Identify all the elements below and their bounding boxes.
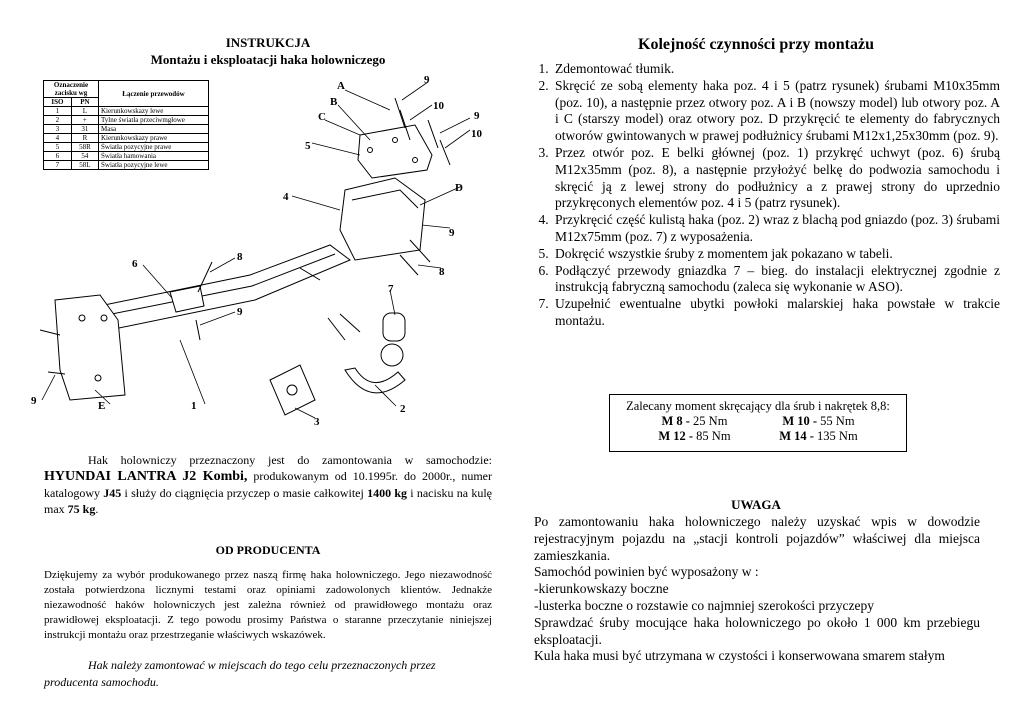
label-B: B <box>330 96 338 108</box>
pn-cell: L <box>71 107 98 116</box>
producer-heading: OD PRODUCENTA <box>215 543 321 557</box>
pn-cell: 58R <box>71 143 98 152</box>
iso-cell: 1 <box>44 107 72 116</box>
label-2: 2 <box>400 403 406 415</box>
desc-cell: Kierunkowskazy prawe <box>99 134 209 143</box>
trailer-mass: 1400 kg <box>367 486 408 500</box>
list-item: 7. Uzupełnić ewentualne ubytki powłoki malarskiej haka powstałe w trakcie montażu. <box>552 296 1000 330</box>
right-bracket-drawing <box>340 178 425 260</box>
torque-m14-label: M 14 - <box>779 429 814 443</box>
uwaga-heading: UWAGA <box>731 497 781 512</box>
label-A: A <box>337 80 345 92</box>
iso-cell: 2 <box>44 116 72 125</box>
intro-text-2: produkowanym od 10.1995r. do 2000r., numer katalogowy <box>44 469 492 500</box>
pn-cell: 54 <box>71 152 98 161</box>
list-item: 2. Skręcić ze sobą elementy haka poz. 4 i 5 (patrz rysunek) śrubami M10x35mm (poz. 10), a następnie przez otwory poz. A i B (nowszy model) lub otwory poz. A i C (starszy model) oraz otwory poz. D przykręcić te elementy do fabrycznych otworów gwintowanych w prawej podłużnicy śrubami M12x1,25x30mm (poz. 9). <box>552 78 1000 145</box>
towbar-exploded-diagram <box>20 70 490 440</box>
label-1: 1 <box>191 400 197 412</box>
label-8a: 8 <box>237 251 243 263</box>
uwaga-line: Kula haka musi być utrzymana w czystości i konserwowana smarem stałym <box>534 648 945 664</box>
label-C: C <box>318 111 326 123</box>
torque-m8 <box>661 414 727 429</box>
torque-m10-value: 55 Nm <box>817 414 855 428</box>
desc-cell: Masa <box>99 125 209 134</box>
torque-m8-value: 25 Nm <box>689 414 728 428</box>
desc-cell: Tylne światła przeciwmgłowe <box>99 116 209 125</box>
socket-plate-drawing <box>270 365 315 415</box>
list-item: 3. Przez otwór poz. E belki głównej (poz. 1) przykręć uchwyt (poz. 6) śrubą M12x35mm (poz. 8), a następnie przyłożyć belkę do podwozia samochodu i skręcić ją z lewej strony do podłużnicy a z prawej strony do uprzednio przykręconych elementów poz. 4 i 5 (patrz rysunek). <box>552 145 1000 212</box>
title-line-2: Montażu i eksploatacji haka holowniczego <box>150 52 386 67</box>
torque-title: Zalecany moment skręcający dla śrub i nakrętek 8,8: <box>626 399 890 413</box>
label-9d: 9 <box>237 306 243 318</box>
torque-m12-value: 85 Nm <box>693 429 731 443</box>
steps-title: Kolejność czynności przy montażu <box>638 36 874 53</box>
uwaga-line: Po zamontowaniu haka holowniczego należy uzyskać wpis w dowodzie rejestracyjnym pojazdu na „stacji kontroli pojazdów” właściwej dla miejsca zamieszkania. <box>534 514 980 563</box>
label-9b: 9 <box>474 110 480 122</box>
iso-cell: 4 <box>44 134 72 143</box>
torque-m12 <box>658 429 730 444</box>
ball-load: 75 kg <box>67 502 96 516</box>
iso-cell: 3 <box>44 125 72 134</box>
wire-table-iso-header: ISO <box>44 98 72 107</box>
torque-box <box>609 394 907 452</box>
iso-cell: 6 <box>44 152 72 161</box>
label-10a: 10 <box>433 100 444 112</box>
label-4: 4 <box>283 191 289 203</box>
steps-list <box>532 61 1000 330</box>
desc-cell: Światła pozycyjne lewe <box>99 161 209 170</box>
pn-cell: 31 <box>71 125 98 134</box>
uwaga-line: -kierunkowskazy boczne <box>534 581 669 597</box>
hook-neck-drawing <box>345 368 405 393</box>
label-7: 7 <box>388 283 394 295</box>
plate-5-drawing <box>358 125 432 178</box>
label-D: D <box>455 182 463 194</box>
label-9e: 9 <box>31 395 37 407</box>
title-line-1: INSTRUKCJA <box>225 35 311 50</box>
pn-cell: R <box>71 134 98 143</box>
iso-cell: 5 <box>44 143 72 152</box>
torque-m10-label: M 10 - <box>782 414 818 428</box>
label-8b: 8 <box>439 266 445 278</box>
torque-m12-label: M 12 - <box>658 429 694 443</box>
desc-cell: Światła pozycyjne prawe <box>99 143 209 152</box>
intro-text-3: i służy do ciągnięcia przyczep o masie całkowitej <box>121 486 368 500</box>
desc-cell: Światła hamowania <box>99 152 209 161</box>
catalog-number: J45 <box>103 486 122 500</box>
torque-m10 <box>782 414 854 429</box>
list-item: 5. Dokręcić wszystkie śruby z momentem jak pokazano w tabeli. <box>552 246 1000 263</box>
main-beam-drawing <box>80 245 350 335</box>
torque-row <box>610 429 906 444</box>
uwaga-text <box>534 514 980 665</box>
torque-m14 <box>779 429 857 444</box>
label-E: E <box>98 400 106 412</box>
uwaga-line: -lusterka boczne o rozstawie co najmniej szerokości przyczepy <box>534 597 874 613</box>
desc-cell: Kierunkowskazy lewe <box>99 107 209 116</box>
hook-ball-drawing <box>381 344 403 366</box>
label-5: 5 <box>305 140 311 152</box>
intro-paragraph <box>44 452 492 517</box>
torque-m8-label: M 8 - <box>661 414 690 428</box>
torque-row <box>610 414 906 429</box>
iso-cell: 7 <box>44 161 72 170</box>
socket-drawing <box>383 313 405 341</box>
wire-table-group-header: Oznaczenie zacisku wg <box>44 81 99 98</box>
label-3: 3 <box>314 416 320 428</box>
italic-note <box>44 657 492 691</box>
torque-m14-value: 135 Nm <box>813 429 858 443</box>
label-6: 6 <box>132 258 138 270</box>
intro-text-4: i nacisku na kulę max <box>44 486 492 516</box>
vehicle-model: HYUNDAI LANTRA J2 Kombi, <box>44 469 248 484</box>
pn-cell: 58L <box>71 161 98 170</box>
list-item: 1. Zdemontować tłumik. <box>552 61 1000 78</box>
uwaga-line: Sprawdzać śruby mocujące haka holowniczego po około 1 000 km przebiegu eksploatacji. <box>534 614 980 647</box>
label-10b: 10 <box>471 128 482 140</box>
wire-table-pn-header: PN <box>71 98 98 107</box>
label-9c: 9 <box>449 227 455 239</box>
producer-text: Dziękujemy za wybór produkowanego przez naszą firmę haka holowniczego. Jego niezawodność została potwierdzona licznymi testami oraz opiniami zadowolonych klientów. Jednakże niezawodność haków holowniczych jest zależna również od prawidłowego montażu oraz prawidłowej eksploatacji. Z tego powodu prosimy Państwa o staranne przeczytanie niniejszej instrukcji montażu oraz przestrzeganie właściwych wskazówek. <box>44 569 492 641</box>
label-9a: 9 <box>424 74 430 86</box>
intro-text-5: . <box>95 502 99 516</box>
wire-table-desc-header: Łączenie przewodów <box>99 81 209 107</box>
intro-text-1: Hak holowniczy przeznaczony jest do zamontowania w samochodzie: <box>88 453 492 467</box>
list-item: 4. Przykręcić część kulistą haka (poz. 2) wraz z blachą pod gniazdo (poz. 3) śrubami M12x75mm (poz. 7) z wyposażenia. <box>552 212 1000 246</box>
uwaga-line: Samochód powinien być wyposażony w : <box>534 564 759 580</box>
instruction-title <box>40 34 496 68</box>
italic-note-text: Hak należy zamontować w miejscach do tego celu przeznaczonych przez producenta samochodu. <box>44 658 436 689</box>
list-item: 6. Podłączyć przewody gniazdka 7 – bieg. do instalacji elektrycznej zgodnie z instrukcją fabryczną samochodu (zaleca się wykonanie w ASO). <box>552 263 1000 297</box>
pn-cell: + <box>71 116 98 125</box>
